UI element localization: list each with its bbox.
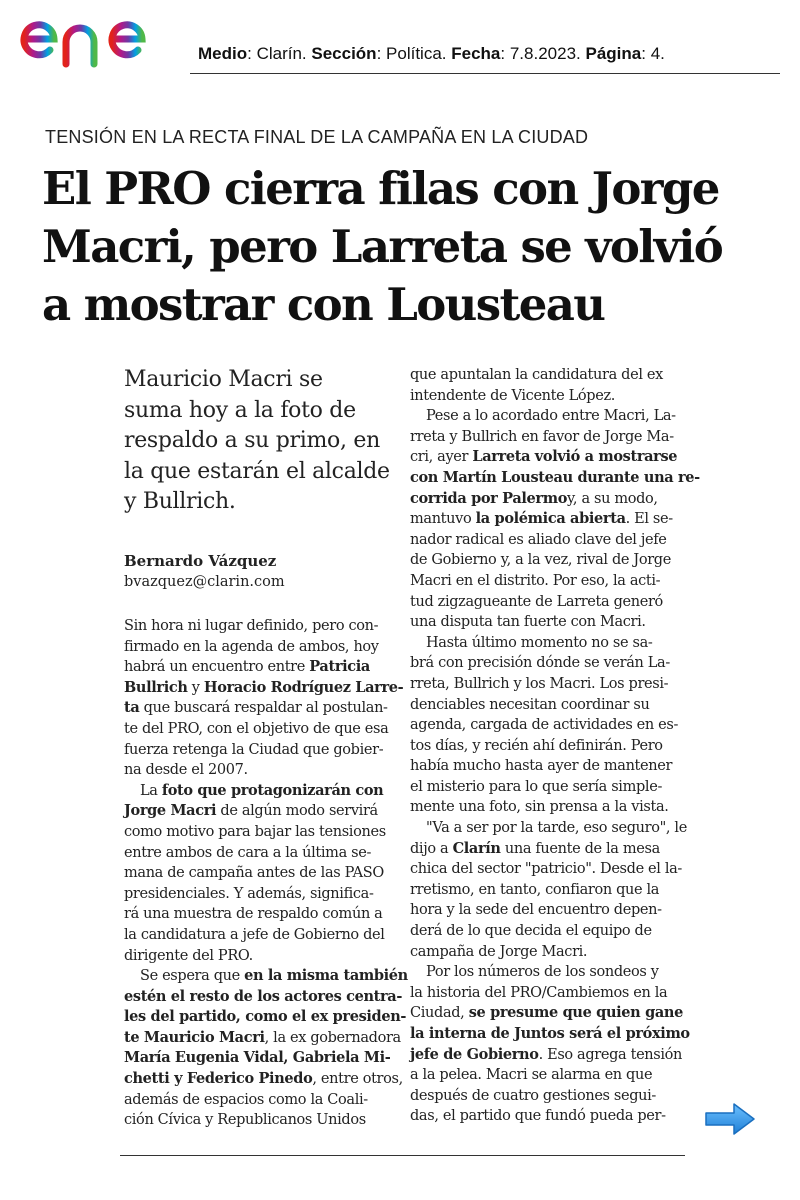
text-run: mente una foto, sin prensa a la vista. — [410, 799, 669, 816]
bold-text: ta — [124, 699, 140, 717]
text-run: rá una muestra de respaldo común a — [124, 906, 383, 923]
bold-text: Clarín — [452, 839, 501, 857]
lead-line: y Bullrich. — [124, 489, 236, 514]
text-run: y — [187, 679, 204, 696]
fecha-value: 7.8.2023. — [509, 44, 581, 63]
body-line — [410, 674, 682, 695]
text-run: "Va a ser por la tarde, eso seguro", le — [426, 820, 687, 837]
text-run: Hasta último momento no se sa- — [426, 634, 653, 651]
body-line — [410, 859, 682, 880]
body-line — [410, 797, 682, 818]
bold-text: la polémica abierta — [475, 510, 626, 528]
text-run: rreta, Bullrich y los Macri. Los presi- — [410, 675, 669, 692]
body-line — [410, 592, 682, 613]
body-line — [410, 736, 682, 757]
body-line — [410, 653, 682, 674]
body-column-2 — [410, 365, 700, 1127]
body-line — [124, 822, 396, 843]
text-run: derá de lo que decida el equipo de — [410, 923, 652, 940]
text-run: como motivo para bajar las tensiones — [124, 823, 386, 840]
body-line — [124, 801, 396, 822]
lead-line: la que estarán el alcalde — [124, 458, 390, 484]
article-headline — [42, 160, 782, 334]
text-run: que apuntalan la candidatura del ex — [410, 367, 663, 383]
body-line — [124, 616, 396, 637]
text-run: na desde el 2007. — [124, 762, 248, 779]
article-lead — [124, 365, 390, 518]
bold-text: la interna de Juntos será el próximo — [410, 1025, 690, 1042]
text-run: había mucho hasta ayer de mantener — [410, 758, 673, 775]
body-line — [410, 550, 682, 571]
text-run: entre ambos de cara a la última se- — [124, 844, 372, 861]
enel-logo — [16, 6, 186, 72]
bold-text: con Martín Lousteau durante una re- — [410, 468, 700, 486]
body-line — [410, 777, 682, 798]
body-line — [124, 740, 396, 761]
text-run: y, a su modo, — [567, 490, 658, 507]
text-run: brá con precisión dónde se verán La- — [410, 655, 670, 672]
headline-line: El PRO cierra filas con Jorge — [42, 162, 719, 215]
body-line — [124, 678, 404, 699]
body-line — [410, 447, 682, 468]
body-line — [410, 715, 682, 736]
body-line — [124, 760, 396, 781]
body-line — [410, 962, 682, 983]
text-run: firmado en la agenda de ambos, hoy — [124, 638, 379, 655]
bold-text: Patricia — [309, 658, 370, 676]
body-line — [124, 781, 396, 802]
body-line — [410, 756, 682, 777]
seccion-label: Sección — [311, 44, 377, 63]
text-run: Por los números de los sondeos y — [426, 964, 659, 981]
body-line — [410, 900, 682, 921]
body-line — [124, 843, 396, 864]
fecha-label: Fecha — [451, 44, 501, 63]
text-run: mana de campaña antes de las PASO — [124, 865, 384, 882]
body-line — [410, 406, 682, 427]
body-column-1 — [124, 616, 408, 1131]
body-line — [124, 925, 396, 946]
article-kicker: TENSIÓN EN LA RECTA FINAL DE LA CAMPAÑA EN LA CIUDAD — [45, 127, 589, 147]
body-line — [124, 1048, 396, 1069]
body-line — [124, 966, 408, 987]
text-run: después de cuatro gestiones segui- — [410, 1087, 656, 1104]
bold-text: foto que protagonizarán con — [161, 781, 384, 799]
body-line — [124, 1069, 403, 1090]
text-run: rretismo, en tanto, confiaron que la — [410, 881, 660, 898]
pagina-value: 4. — [650, 44, 665, 63]
text-run: una fuente de la mesa — [500, 840, 660, 857]
body-line — [124, 863, 396, 884]
body-line — [410, 386, 682, 407]
body-line — [410, 427, 682, 448]
body-line — [410, 509, 682, 530]
source-metadata: Medio: Clarín. Sección: Política. Fecha: 7.8.2023. Página: 4. — [198, 44, 665, 63]
body-line — [410, 880, 682, 901]
text-run: de algún modo servirá — [216, 803, 378, 820]
text-run: . El se- — [625, 511, 673, 528]
body-line — [124, 987, 402, 1008]
text-run: intendente de Vicente López. — [410, 387, 615, 404]
body-line — [124, 1007, 407, 1028]
medio-label: Medio — [198, 44, 248, 63]
text-run: dirigente del PRO. — [124, 947, 253, 964]
body-line — [410, 1086, 682, 1107]
bold-text: Jorge Macri — [124, 802, 217, 820]
body-line — [410, 942, 682, 963]
header-divider — [190, 73, 780, 74]
text-run: rreta y Bullrich en favor de Jorge Ma- — [410, 428, 674, 445]
body-line — [410, 1003, 682, 1024]
text-run: , la ex gobernadora — [264, 1029, 401, 1046]
lead-line: Mauricio Macri se — [124, 367, 323, 392]
text-run: dijo a — [410, 840, 453, 857]
seccion-value: Política. — [386, 44, 447, 63]
author-email: bvazquez@clarin.com — [124, 574, 285, 590]
author-name: Bernardo Vázquez — [124, 552, 277, 570]
bold-text: Bullrich — [124, 678, 188, 696]
text-run: tud zigzagueante de Larreta generó — [410, 593, 663, 610]
text-run: una disputa tan fuerte con Macri. — [410, 614, 646, 631]
body-line — [410, 1045, 682, 1066]
bold-text: Horacio Rodríguez Larre- — [203, 678, 404, 696]
body-line — [124, 657, 396, 678]
body-line — [410, 1065, 682, 1086]
body-line — [124, 698, 396, 719]
bold-text: te Mauricio Macri — [124, 1028, 265, 1046]
bold-text: Larreta volvió a mostrarse — [472, 448, 678, 466]
body-line — [410, 983, 682, 1004]
text-run: además de espacios como la Coali- — [124, 1091, 368, 1108]
bold-text: chetti y Federico Pinedo — [124, 1070, 313, 1088]
text-run: mantuvo — [410, 511, 476, 528]
text-run: que buscará respaldar al postulan- — [139, 700, 388, 717]
body-line — [410, 468, 700, 489]
text-run: de Gobierno y, a la vez, rival de Jorge — [410, 552, 671, 569]
body-line — [124, 1028, 401, 1049]
medio-value: Clarín. — [256, 44, 307, 63]
footer-divider — [120, 1155, 685, 1156]
text-run: Se espera que — [140, 968, 245, 985]
bold-text: se presume que quien gane — [468, 1004, 683, 1022]
text-run: chica del sector "patricio". Desde el la- — [410, 861, 682, 878]
body-line — [410, 530, 682, 551]
body-line — [124, 1110, 396, 1131]
text-run: tos días, y recién ahí definirán. Pero — [410, 737, 663, 754]
text-run: el misterio para lo que sería simple- — [410, 778, 662, 795]
body-line — [124, 1090, 396, 1111]
body-line — [124, 904, 396, 925]
body-line — [410, 818, 687, 839]
pagina-label: Página — [585, 44, 642, 63]
text-run: te del PRO, con el objetivo de que esa — [124, 720, 389, 737]
body-line — [410, 612, 682, 633]
text-run: denciables necesitan coordinar su — [410, 696, 650, 713]
bold-text: corrida por Palermo — [410, 489, 568, 507]
text-run: campaña de Jorge Macri. — [410, 943, 588, 960]
body-line — [124, 637, 396, 658]
body-line — [124, 884, 396, 905]
body-line — [410, 1024, 690, 1045]
body-line — [124, 719, 396, 740]
text-run: la historia del PRO/Cambiemos en la — [410, 984, 668, 1001]
text-run: presidenciales. Y además, significa- — [124, 885, 374, 902]
lead-line: respaldo a su primo, en — [124, 428, 380, 453]
text-run: agenda, cargada de actividades en es- — [410, 717, 679, 734]
text-run: nador radical es aliado clave del jefe — [410, 531, 667, 548]
text-run: a la pelea. Macri se alarma en que — [410, 1067, 653, 1084]
bold-text: les del partido, como el ex presiden- — [124, 1008, 407, 1026]
bold-text: estén el resto de los actores centra- — [124, 987, 402, 1005]
text-run: fuerza retenga la Ciudad que gobier- — [124, 741, 384, 758]
body-line — [410, 695, 682, 716]
text-run: la candidatura a jefe de Gobierno del — [124, 926, 385, 943]
text-run: hora y la sede del encuentro depen- — [410, 902, 662, 919]
headline-line: Macri, pero Larreta se volvió — [42, 220, 723, 273]
bold-text: jefe de Gobierno — [410, 1045, 539, 1063]
arrow-right-icon[interactable] — [704, 1102, 756, 1136]
body-line — [124, 946, 396, 967]
bold-text: en la misma también — [244, 967, 408, 985]
body-line — [410, 633, 682, 654]
text-run: Pese a lo acordado entre Macri, La- — [426, 408, 676, 425]
text-run: habrá un encuentro entre — [124, 659, 310, 676]
text-run: cri, ayer — [410, 449, 473, 466]
body-line — [410, 489, 682, 510]
body-line — [410, 571, 682, 592]
text-run: Sin hora ni lugar definido, pero con- — [124, 618, 379, 634]
body-line — [410, 1106, 682, 1127]
body-line — [410, 839, 682, 860]
text-run: das, el partido que fundó pueda per- — [410, 1108, 666, 1125]
body-line — [410, 365, 682, 386]
text-run: Ciudad, — [410, 1005, 469, 1022]
bold-text: María Eugenia Vidal, Gabriela Mi- — [124, 1049, 391, 1067]
body-line — [410, 921, 682, 942]
text-run: ción Cívica y Republicanos Unidos — [124, 1112, 366, 1129]
text-run: . Eso agrega tensión — [538, 1046, 683, 1063]
headline-line: a mostrar con Lousteau — [42, 278, 605, 331]
text-run: , entre otros, — [312, 1071, 403, 1088]
text-run: Macri en el distrito. Por eso, la acti- — [410, 572, 661, 589]
lead-line: suma hoy a la foto de — [124, 397, 356, 423]
text-run: La — [140, 782, 162, 799]
